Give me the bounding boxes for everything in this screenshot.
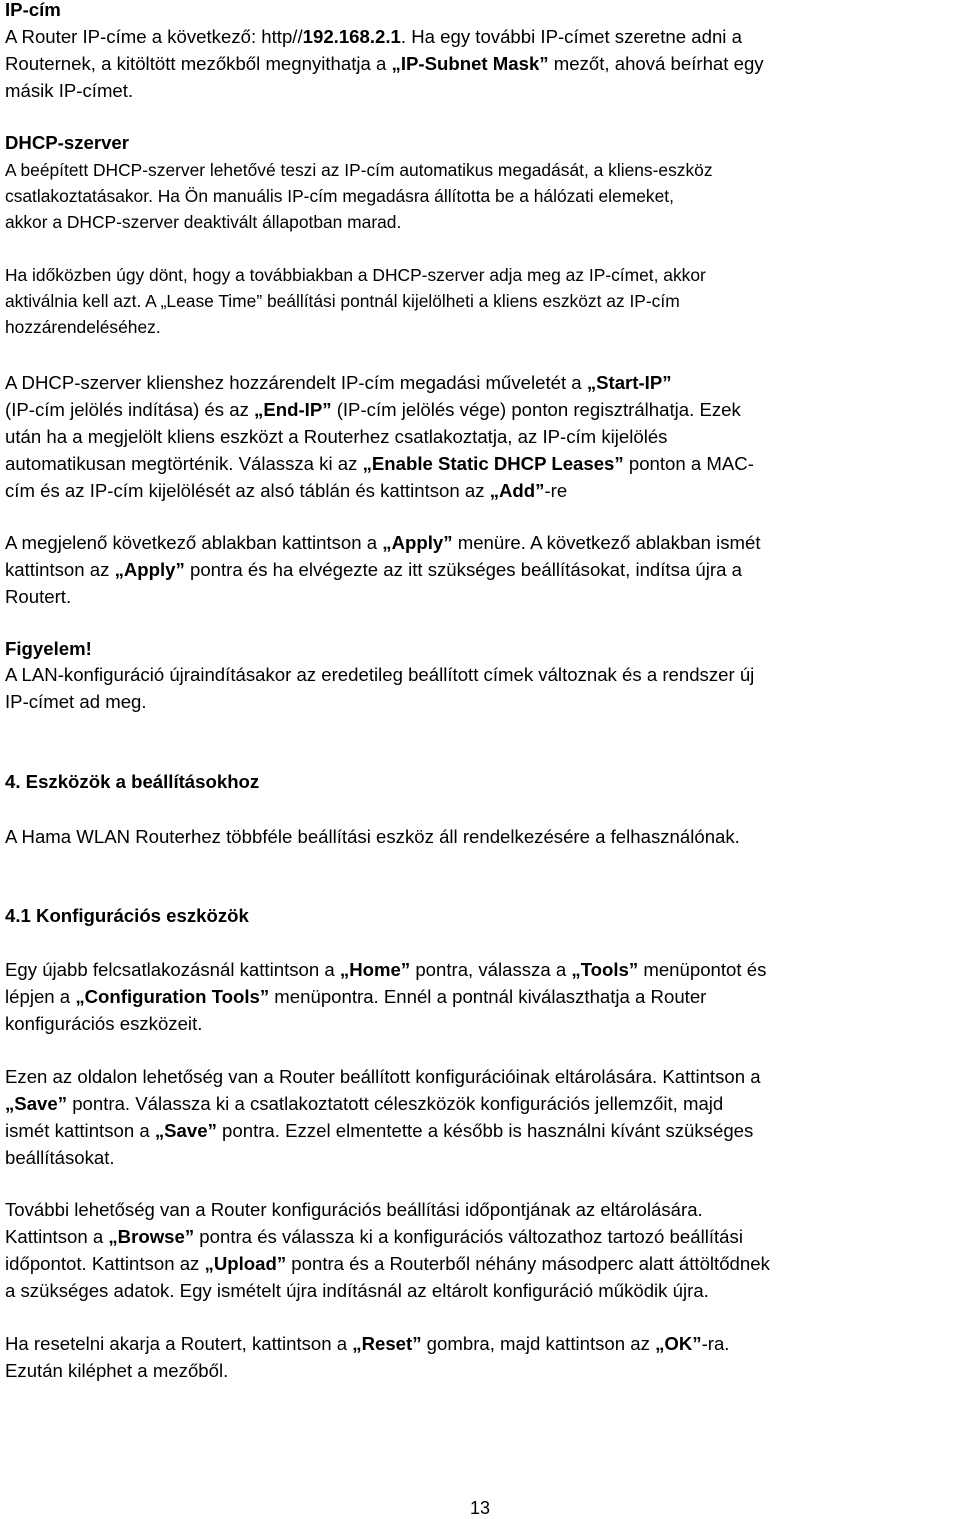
section-4-1-paragraph-2: Ezen az oldalon lehetőség van a Router beállított konfigurációinak eltárolására. Kattintson a „Save” pontra. Válassza ki a csatlakoztatott céleszközök konfigurációs jellemzőit, majd ismét kattintson a „Save” pontra. Ezzel elmentette a később is használni kívánt szükséges beállításokat. [5,1066,761,1168]
ip-line-3: másik IP-címet. [5,80,134,101]
ip-paragraph [5,23,955,104]
section-4-1-paragraph-3: További lehetőség van a Router konfigurációs beállítási időpontjának az eltárolására. Kattintson a „Browse” pontra és válassza ki a konfigurációs változathoz tartozó beállítási időpontot. Kattintson az „Upload” pontra és a Routerből néhány másodperc alatt áttöltődnek a szükséges adatok. Egy ismételt újra indításnál az eltárolt konfiguráció működik újra. [5,1199,770,1301]
dhcp-paragraph-1: A beépített DHCP-szerver lehetővé teszi az IP-cím automatikus megadását, a kliens-eszköz csatlakoztatásakor. Ha Ön manuális IP-cím megadásra állította be a hálózati elemeket, akkor a DHCP-szerver deaktivált állapotban marad. [5,160,713,232]
dhcp-paragraph-3: A DHCP-szerver klienshez hozzárendelt IP-cím megadási műveletét a „Start-IP” (IP-cím jelölés indítása) és az „End-IP” (IP-cím jelölés vége) ponton regisztrálhatja. Ezek után ha a megjelölt kliens eszközt a Routerhez csatlakoztatja, az IP-cím kijelölés automatikusan megtörténik. Válassza ki az „Enable Static DHCP Leases” ponton a MAC- cím és az IP-cím kijelölését az alsó táblán és kattintson az „Add”-re [5,372,754,501]
section-4-1-paragraph-1: Egy újabb felcsatlakozásnál kattintson a „Home” pontra, válassza a „Tools” menüpontot és lépjen a „Configuration Tools” menüpontra. Ennél a pontnál kiválaszthatja a Router konfigurációs eszközeit. [5,959,767,1034]
section-4-1-paragraph-4: Ha resetelni akarja a Routert, kattintson a „Reset” gombra, majd kattintson az „OK”-ra. Ezután kiléphet a mezőből. [5,1333,730,1381]
dhcp-heading: DHCP-szerver [5,132,130,153]
dhcp-paragraph-4: A megjelenő következő ablakban kattintson a „Apply” menüre. A következő ablakban ismét kattintson az „Apply” pontra és ha elvégezte az itt szükséges beállításokat, indítsa újra a Routert. [5,532,761,607]
ip-heading: IP-cím [5,0,61,20]
page-number: 13 [469,1498,491,1518]
section-4-1-heading: 4.1 Konfigurációs eszközök [5,905,249,926]
ip-line-1: A Router IP-címe a következő: http//192.168.2.1. Ha egy további IP-címet szeretne adni a [5,26,742,47]
section-4-heading: 4. Eszközök a beállításokhoz [5,771,260,792]
ip-line-2: Routernek, a kitöltött mezőkből megnyithatja a „IP-Subnet Mask” mezőt, ahová beírhat egy [5,53,764,74]
warning-heading: Figyelem! [5,638,92,659]
section-4-text: A Hama WLAN Routerhez többféle beállítási eszköz áll rendelkezésére a felhasználónak. [5,826,740,847]
warning-paragraph: A LAN-konfiguráció újraindításakor az eredetileg beállított címek változnak és a rendszer új IP-címet ad meg. [5,664,755,712]
dhcp-paragraph-2: Ha időközben úgy dönt, hogy a továbbiakban a DHCP-szerver adja meg az IP-címet, akkor aktiválnia kell azt. A „Lease Time” beállítási pontnál kijelölheti a kliens eszközt az IP-cím hozzárendeléséhez. [5,265,706,337]
